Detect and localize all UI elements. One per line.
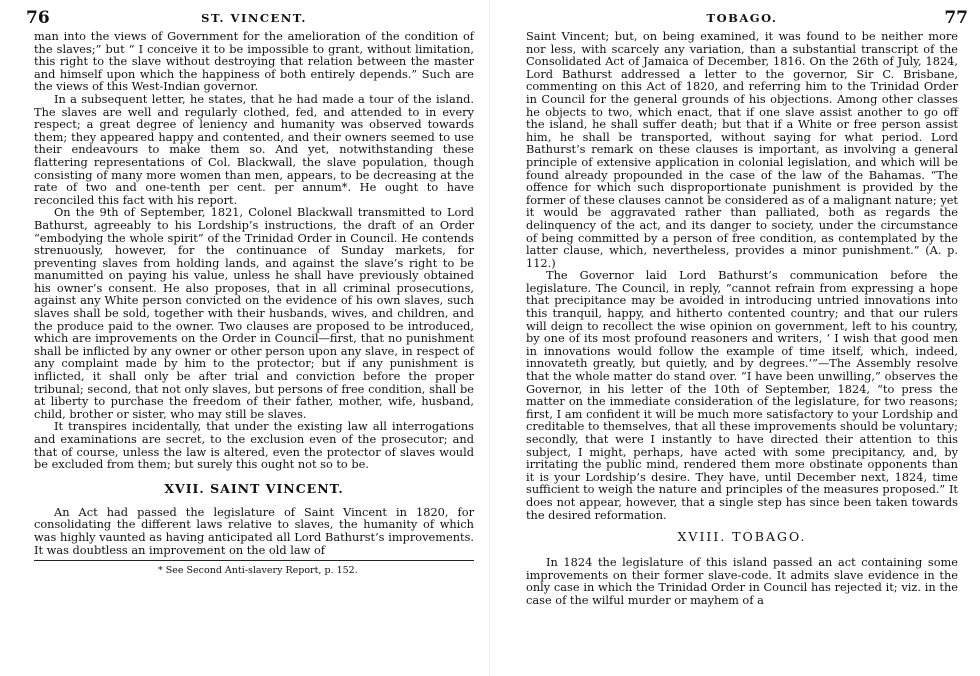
footnote: * See Second Anti-slavery Report, p. 152. bbox=[158, 565, 358, 577]
left-paragraph: On the 9th of September, 1821, Colonel Blackwall transmitted to Lord Bathurst, agreeably to his Lordship’s instructions, the draft of an Order “embodying the whole spirit” of the Trinidad Order in Council. He contends strenuously, however, for the continuance of Sunday markets, for preventing slaves from holding lands, and against the slave’s right to be manumitted on paying his value, unless he shall have previously obtained his owner’s consent. He also proposes, that in all criminal prosecutions, against any White person convicted on the evidence of his own slaves, such slaves shall be sold, together with their husbands, wives, and children, and the produce paid to the owner. Two clauses are proposed to be introduced, which are improvements on the Order in Council—first, that no punishment shall be inflicted by any owner or other person upon any slave, in respect of any complaint made by him to the protector; but if any punishment is inflicted, it shall only be after trial and conviction before the proper tribunal; second, that not only slaves, but persons of free condition, shall be at liberty to purchase the freedom of their father, mother, wife, husband, child, brother or sister, who may still be slaves. bbox=[34, 205, 474, 421]
right-running-head: TOBAGO. bbox=[706, 11, 778, 25]
right-page-number: 77 bbox=[944, 8, 968, 28]
right-paragraph: The Governor laid Lord Bathurst’s communication before the legislature. The Council, in reply, “cannot refrain from expressing a hope that precipitance may be avoided in introducing untried innovations into this tranquil, happy, and hitherto contented country; and that our rulers will deign to recollect the wise opinion on government, left to his country, by one of its most profound reasoners and writers, ‘ I wish that good men in innovations would follow the example of time itself, which, indeed, innovateth greatly, but quietly, and by degrees.’”—The Assembly resolve that the whole matter do stand over. “I have been unwilling,” observes the Governor, in his letter of the 10th of September, 1824, “to press the matter on the immediate consideration of the legislature, for two reasons; first, I am confident it will be much more satisfactory to your Lordship and creditable to themselves, that all these improvements should be voluntary; secondly, that were I instantly to have directed their attention to this subject, I might, perhaps, have acted with some precipitancy, and, by irritating the public mind, rendered them more obstinate opponents than it is your Lordship’s desire. They have, until December next, 1824, time sufficient to weigh the nature and principles of the measures proposed.” It does not appear, however, that a single step has since been taken towards the desired reformation. bbox=[526, 268, 958, 522]
left-running-head: ST. VINCENT. bbox=[201, 11, 307, 25]
section-heading-saint-vincent: XVII. SAINT VINCENT. bbox=[164, 480, 344, 496]
footnote-rule bbox=[34, 560, 474, 561]
right-page bbox=[490, 0, 980, 676]
section-heading-tobago: XVIII. TOBAGO. bbox=[677, 529, 807, 545]
right-section-paragraph: In 1824 the legislature of this island passed an act containing some improvements on their former slave-code. It admits slave evidence in the only case in which the Trinidad Order in Council has rejected it; viz. in the case of the wilful murder or mayhem of a bbox=[526, 555, 958, 607]
right-paragraph: Saint Vincent; but, on being examined, it was found to be neither more nor less, with scarcely any variation, than a substantial transcript of the Consolidated Act of Jamaica of December, 1816. On the 26th of July, 1824, Lord Bathurst addressed a letter to the governor, Sir C. Brisbane, commenting on this Act of 1820, and referring him to the Trinidad Order in Council for the general grounds of his objections. Among other classes he objects to two, which enact, that if one slave assist another to go off the island, he shall suffer death; but that if a White or free person assist him, he shall be transported, without saying for what period. Lord Bathurst’s remark on these clauses is important, as involving a general principle of extensive application in colonial legislation, and which will be found already propounded in the case of the law of the Bahamas. “The offence for which such disproportionate punishment is provided by the former of these clauses cannot be considered as of a malignant nature; yet it would be aggravated rather than palliated, both as regards the delinquency of the act, and its danger to society, under the circumstance of being committed by a person of free condition, as contemplated by the latter clause, which, nevertheless, provides a minor punishment.” (A. p. 112.) bbox=[526, 29, 958, 270]
left-paragraph: In a subsequent letter, he states, that he had made a tour of the island. The slaves are well and regularly clothed, fed, and attended to in every respect; a great degree of leniency and humanity was observed towards them; they appeared happy and contented, and their owners seemed to use their endeavours to make them so. And yet, notwithstanding these flattering representations of Col. Blackwall, the slave population, though consisting of many more women than men, appears, to be decreasing at the rate of two and one-tenth per cent. per annum*. He ought to have reconciled this fact with his report. bbox=[34, 91, 474, 207]
left-page-number: 76 bbox=[26, 8, 50, 28]
left-paragraph: man into the views of Government for the amelioration of the condition of the slaves;” but “ I conceive it to be impossible to grant, without limitation, this right to the slave without destroying that relation between the master and himself upon which the happiness of both entirely depends.” Such are the views of this West-Indian governor. bbox=[34, 29, 474, 94]
left-section-paragraph: An Act had passed the legislature of Saint Vincent in 1820, for consolidating the different laws relative to slaves, the humanity of which was highly vaunted as having anticipated all Lord Bathurst’s improvements. It was doubtless an improvement on the old law of bbox=[34, 504, 474, 557]
left-paragraph: It transpires incidentally, that under the existing law all interrogations and examinations are secret, to the exclusion even of the prosecutor; and that of course, unless the law is altered, even the protector of slaves would be excluded from them; but surely this ought not so to be. bbox=[34, 419, 474, 472]
left-running-head-bar bbox=[26, 8, 474, 30]
right-running-head-bar bbox=[526, 8, 968, 30]
